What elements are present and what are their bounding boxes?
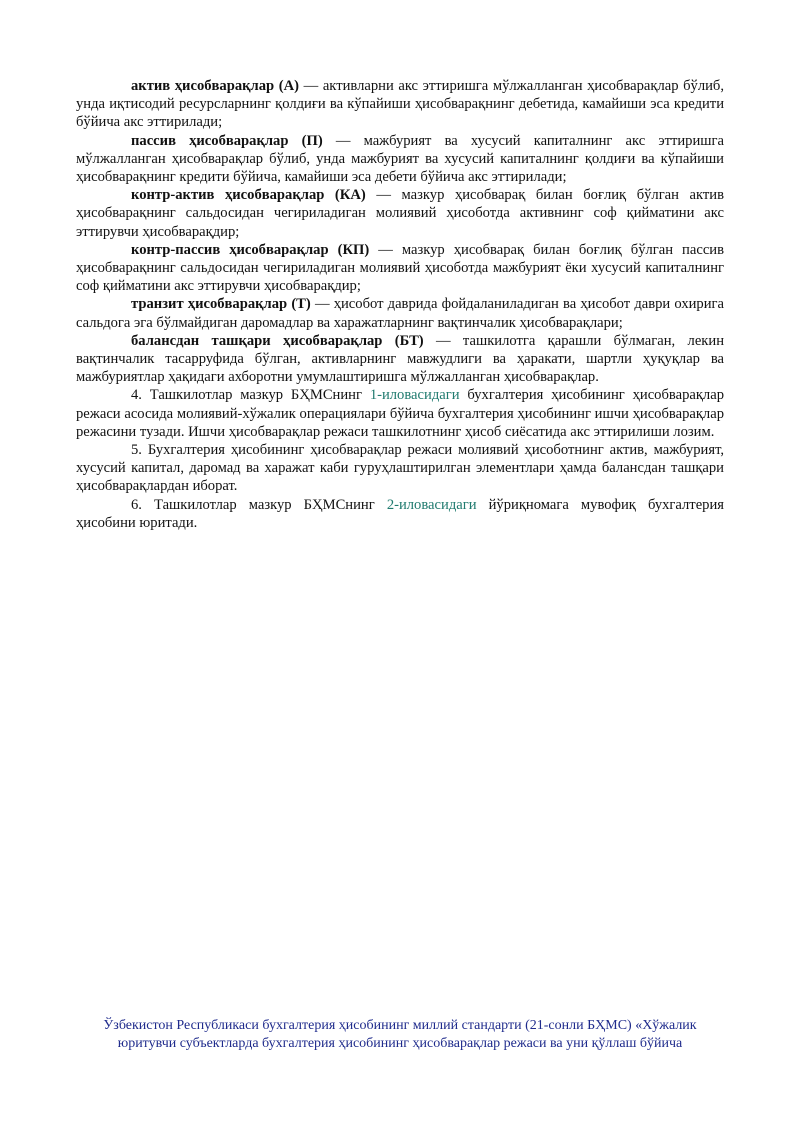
definition-contra-active-accounts — [76, 186, 724, 241]
definition-term: балансдан ташқари ҳисобварақлар (БТ) — [131, 332, 424, 349]
definition-term: актив ҳисобварақлар (А) — [131, 78, 300, 94]
definition-off-balance-accounts — [76, 332, 724, 387]
footer-line: Ўзбекистон Республикаси бухгалтерия ҳисобининг миллий стандарти (21-сонли БҲМС) «Хўжалик — [103, 1018, 697, 1033]
footer-line: юритувчи субъектларда бухгалтерия ҳисобининг ҳисобварақлар режаси ва уни қўллаш бўйича — [117, 1036, 683, 1051]
paragraph-6 — [76, 496, 724, 532]
paragraph-text: 6. Ташкилотлар мазкур БҲМСнинг — [131, 496, 387, 513]
definition-text: — мазкур ҳисобварақ билан боғлиқ бўлган пассив ҳисобварақнинг сальдосидан чегириладиган молиявий ҳисоботда мажбурият ёки хусусий капиталнинг соф қийматини акс эттирувчи ҳисобварақдир; — [76, 241, 725, 295]
definition-text: — ташкилотга қарашли бўлмаган, лекин вақтинчалик тасарруфида бўлган, активларнинг мавжудлиги ва ҳаракати, шартли ҳуқуқлар ва мажбуриятлар ҳақидаги ахборотни умумлаштиришга мўлжалланган ҳисобварақлар. — [76, 332, 725, 386]
paragraph-4 — [76, 386, 724, 441]
definition-transit-accounts — [76, 295, 724, 331]
paragraph-text: бухгалтерия ҳисобининг ҳисобварақлар режаси асосида молиявий-хўжалик операциялари бўйича бухгалтерия ҳисобининг ишчи ҳисобварақлар режасини тузади. Ишчи ҳисобварақлар режаси ташкилотнинг ҳисоб сиёсатида акс эттирилиши лозим. — [76, 387, 724, 440]
appendix-2-link[interactable]: 2-иловасидаги — [386, 496, 477, 513]
document-body — [76, 77, 724, 532]
definition-text: — активларни акс эттиришга мўлжалланган ҳисобварақлар бўлиб, унда иқтисодий ресурсларнинг қолдиғи ва кўпайиши ҳисобварақнинг дебетида, камайиши эса кредити бўйича акс эттирилади; — [76, 78, 724, 131]
paragraph-text: йўриқномага мувофиқ бухгалтерия ҳисобини юритади. — [76, 496, 724, 531]
paragraph-text: 4. Ташкилотлар мазкур БҲМСнинг — [131, 387, 370, 404]
definition-term: контр-пассив ҳисобварақлар (КП) — [131, 241, 370, 258]
paragraph-text: 5. Бухгалтерия ҳисобининг ҳисобварақлар режаси молиявий ҳисоботнинг актив, мажбурият, хусусий капитал, даромад ва харажат каби гуруҳлаштирилган элементлари ҳамда балансдан ташқари ҳисобварақлардан иборат. — [76, 442, 724, 495]
definition-passive-accounts — [76, 132, 724, 187]
definition-text: — ҳисобот даврида фойдаланиладиган ва ҳисобот даври охирига сальдога эга бўлмайдиган даромадлар ва харажатларнинг вақтинчалик ҳисобварақлари; — [76, 296, 724, 331]
definition-text: — мажбурият ва хусусий капиталнинг акс эттиришга мўлжалланган ҳисобварақлар бўлиб, унда мажбурият ва хусусий капиталнинг қолдиғи ва кўпайиши ҳисобварақнинг кредити бўйича, камайиши эса дебети бўйича акс эттирилади; — [76, 132, 724, 186]
definition-term: контр-актив ҳисобварақлар (КА) — [131, 187, 366, 204]
page-footer — [80, 1017, 720, 1053]
definition-term: пассив ҳисобварақлар (П) — [131, 132, 323, 149]
paragraph-5 — [76, 441, 724, 496]
definition-text: — мазкур ҳисобварақ билан боғлиқ бўлган актив ҳисобварақнинг сальдосидан чегириладиган молиявий ҳисоботда активнинг соф қийматини акс эттирувчи ҳисобварақдир; — [76, 187, 724, 240]
definition-term: транзит ҳисобварақлар (Т) — [131, 296, 311, 313]
definition-active-accounts — [76, 77, 724, 132]
definition-contra-passive-accounts — [76, 241, 724, 296]
appendix-1-link[interactable]: 1-иловасидаги — [369, 387, 460, 404]
